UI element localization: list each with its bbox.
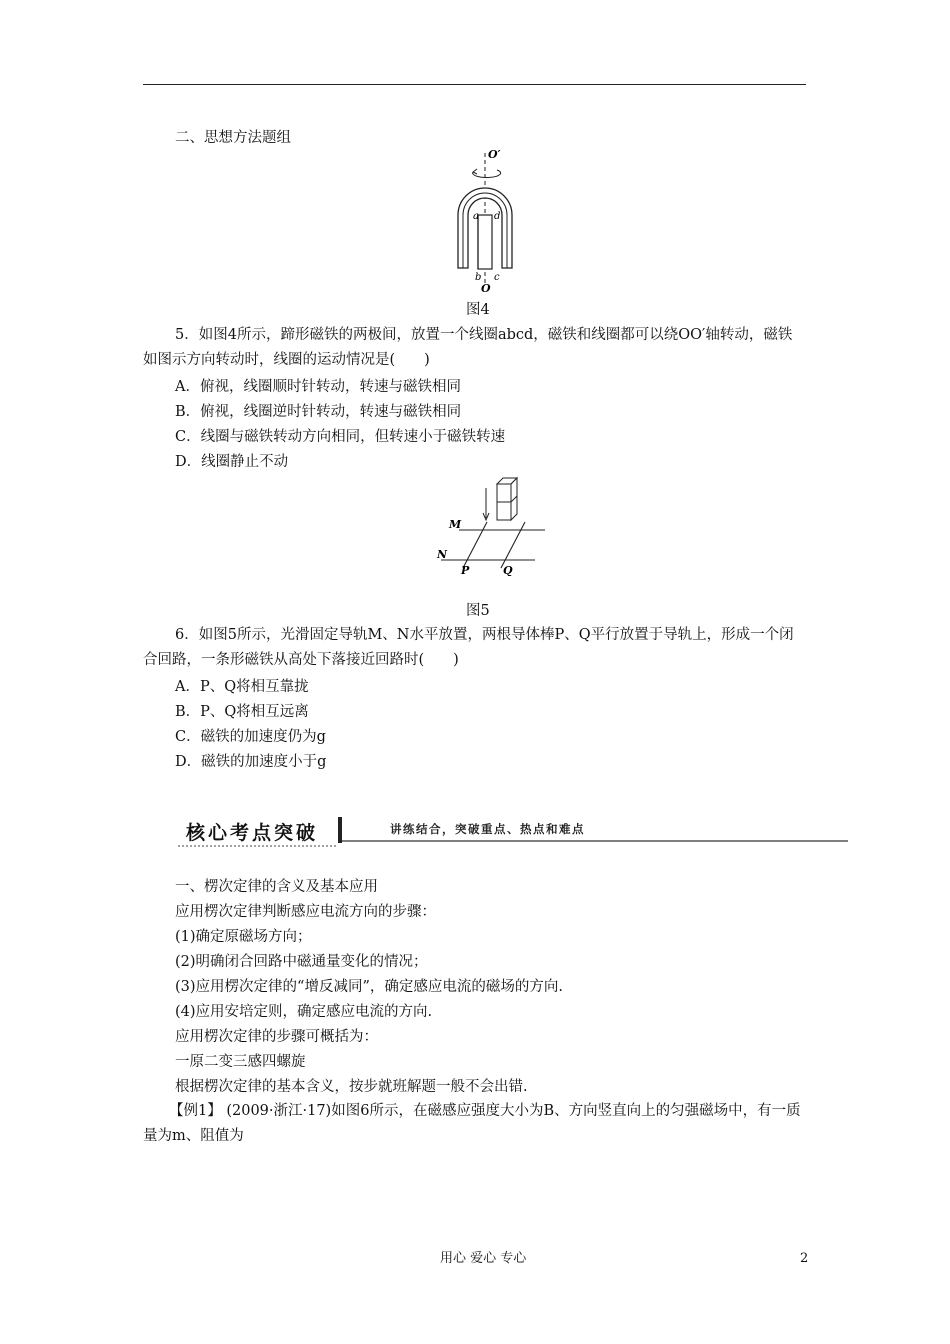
label-o: O [481, 282, 491, 295]
core-line: (2)明确闭合回路中磁通量变化的情况； [175, 954, 428, 970]
q5-option-a: A．俯视，线圈顺时针转动，转速与磁铁相同 [175, 379, 461, 395]
header-rule [143, 84, 806, 85]
label-c: c [494, 272, 500, 283]
core-line: 一原二变三感四螺旋 [175, 1054, 306, 1070]
q5-stem: 5．如图4所示，蹄形磁铁的两极间，放置一个线圈abcd，磁铁和线圈都可以绕OO′轴转动，磁铁如图示方向转动时，线圈的运动情况是( ) [143, 327, 793, 368]
core-line: 根据楞次定律的基本含义，按步就班解题一般不会出错. [175, 1079, 528, 1095]
q5-option-d: D．线圈静止不动 [175, 454, 289, 470]
core-line: (1)确定原磁场方向； [175, 929, 312, 945]
figure-4-caption: 图4 [466, 302, 490, 318]
q6-option-b: B．P、Q将相互远离 [175, 704, 309, 720]
footer-slogan: 用心 爱心 专心 [440, 1251, 527, 1266]
figure-5-caption: 图5 [466, 603, 490, 619]
label-q: Q [503, 564, 513, 576]
figure-4-horseshoe-magnet [440, 143, 530, 295]
label-n: N [437, 548, 448, 561]
core-line: 应用楞次定律的步骤可概括为： [175, 1029, 378, 1045]
core-line: 应用楞次定律判断感应电流方向的步骤： [175, 904, 436, 920]
page-number: 2 [800, 1251, 809, 1266]
section-title: 二、思想方法题组 [175, 130, 291, 146]
q6-option-c: C．磁铁的加速度仍为g [175, 729, 326, 745]
figure-5-rails-and-magnet [435, 474, 550, 576]
label-b: b [475, 272, 482, 283]
core-line: (4)应用安培定则，确定感应电流的方向. [175, 1004, 433, 1020]
label-p: P [461, 564, 470, 576]
section-banner [178, 813, 848, 849]
q5-option-b: B．俯视，线圈逆时针转动，转速与磁铁相同 [175, 404, 462, 420]
banner-title: 核心考点突破 [186, 822, 319, 844]
label-a: a [473, 211, 479, 222]
core-heading: 一、楞次定律的含义及基本应用 [175, 879, 378, 895]
label-m: M [449, 518, 462, 531]
example-1: 【例1】 (2009·浙江·17)如图6所示，在磁感应强度大小为B、方向竖直向上的匀强磁场中，有一质量为m、阻值为 [143, 1103, 801, 1144]
banner-subtitle: 讲练结合，突破重点、热点和难点 [390, 822, 585, 836]
q6-option-a: A．P、Q将相互靠拢 [175, 679, 309, 695]
label-d: d [494, 211, 501, 222]
core-line: (3)应用楞次定律的“增反减同”，确定感应电流的磁场的方向. [175, 979, 563, 995]
label-o-prime: O′ [488, 148, 501, 161]
q6-option-d: D．磁铁的加速度小于g [175, 754, 327, 770]
q5-option-c: C．线圈与磁铁转动方向相同，但转速小于磁铁转速 [175, 429, 506, 445]
q6-stem: 6．如图5所示，光滑固定导轨M、N水平放置，两根导体棒P、Q平行放置于导轨上，形成一个闭合回路，一条形磁铁从高处下落接近回路时( ) [143, 627, 794, 668]
